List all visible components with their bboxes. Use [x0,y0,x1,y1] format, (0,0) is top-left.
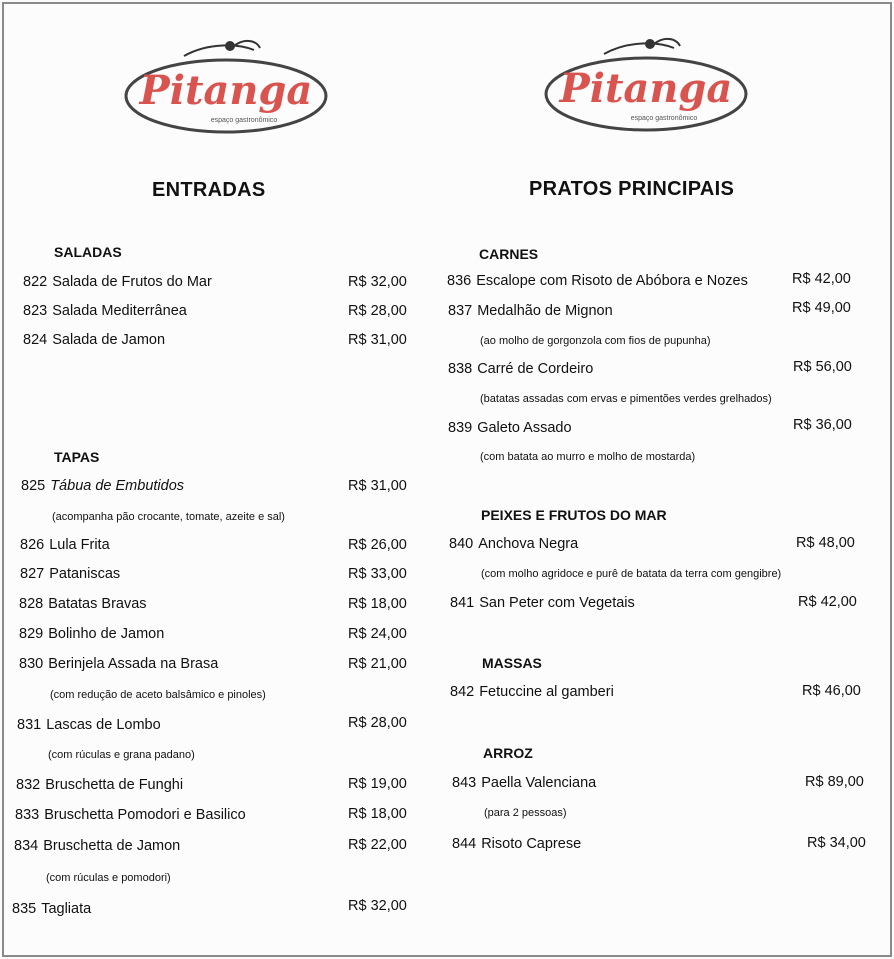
item-note: (com rúculas e pomodori) [46,872,171,884]
menu-item-828 [19,596,147,612]
item-name: Bolinho de Jamon [48,626,165,642]
item-name: Salada Mediterrânea [52,303,187,319]
item-note: (ao molho de gorgonzola com fios de pupunha) [480,335,711,347]
item-price: R$ 31,00 [348,332,407,348]
item-price: R$ 42,00 [798,594,857,610]
item-code: 837 [448,303,473,319]
item-name: Carré de Cordeiro [477,361,594,377]
item-price: R$ 48,00 [796,535,855,551]
massas-heading: MASSAS [482,655,542,671]
item-name: Bruschetta de Funghi [45,777,184,793]
item-note: (para 2 pessoas) [484,807,567,819]
item-note: (com rúculas e grana padano) [48,749,195,761]
item-name: Paella Valenciana [481,775,597,791]
menu-item-830 [19,656,218,672]
pitanga-logo [534,32,754,142]
tapas-heading: TAPAS [54,449,100,465]
item-note: (com molho agridoce e purê de batata da terra com gengibre) [481,568,782,580]
item-price: R$ 46,00 [802,683,861,699]
item-code: 832 [16,777,41,793]
item-note: (batatas assadas com ervas e pimentões verdes grelhados) [480,393,772,405]
item-code: 822 [23,274,48,290]
item-name: Berinjela Assada na Brasa [48,656,219,672]
item-price: R$ 34,00 [807,835,866,851]
item-price: R$ 49,00 [792,300,851,316]
pratos-principais-title: PRATOS PRINCIPAIS [529,178,735,200]
item-price: R$ 22,00 [348,837,407,853]
item-code: 842 [450,684,475,700]
item-code: 825 [21,478,46,494]
item-note: (acompanha pão crocante, tomate, azeite e sal) [52,511,285,523]
item-name: Lula Frita [49,537,110,553]
saladas-heading: SALADAS [54,244,122,260]
item-price: R$ 32,00 [348,898,407,914]
item-code: 836 [447,273,472,289]
item-name: Bruschetta Pomodori e Basilico [44,807,246,823]
item-code: 838 [448,361,473,377]
item-name: Bruschetta de Jamon [43,838,181,854]
svg-text:Pitanga: Pitanga [139,67,313,114]
item-code: 827 [20,566,45,582]
item-price: R$ 26,00 [348,537,407,553]
item-code: 823 [23,303,48,319]
item-note: (com batata ao murro e molho de mostarda) [480,451,696,463]
item-name: Fetuccine al gamberi [479,684,614,700]
menu-item-838 [448,361,593,377]
menu-item-832 [16,777,183,793]
item-code: 835 [12,901,37,917]
menu-item-839 [448,420,572,436]
item-code: 841 [450,595,475,611]
entradas-title: ENTRADAS [152,179,266,201]
item-name: Anchova Negra [478,536,579,552]
svg-text:Pitanga: Pitanga [559,65,733,112]
menu-item-829 [19,626,164,642]
item-price: R$ 21,00 [348,656,407,672]
pitanga-logo [114,34,334,144]
menu-item-842 [450,684,614,700]
menu-item-833 [15,807,246,823]
item-price: R$ 42,00 [792,271,851,287]
menu-item-824 [23,332,165,348]
menu-item-843 [452,775,596,791]
item-code: 833 [15,807,40,823]
item-name: Tábua de Embutidos [50,478,185,494]
svg-text:espaço gastronômico: espaço gastronômico [210,117,278,124]
item-code: 844 [452,836,477,852]
arroz-heading: ARROZ [483,745,533,761]
item-name: Medalhão de Mignon [477,303,613,319]
menu-page [2,2,892,957]
item-name: Escalope com Risoto de Abóbora e Nozes [476,273,748,289]
item-price: R$ 18,00 [348,806,407,822]
menu-item-827 [20,566,120,582]
item-price: R$ 28,00 [348,715,407,731]
item-name: Salada de Jamon [52,332,166,348]
item-name: Lascas de Lombo [46,717,161,733]
item-name: San Peter com Vegetais [479,595,635,611]
menu-item-822 [23,274,212,290]
item-price: R$ 31,00 [348,478,407,494]
item-code: 830 [19,656,44,672]
item-name: Batatas Bravas [48,596,147,612]
item-code: 829 [19,626,44,642]
item-code: 840 [449,536,474,552]
menu-item-826 [20,537,110,553]
menu-item-840 [449,536,578,552]
item-price: R$ 19,00 [348,776,407,792]
item-note: (com redução de aceto balsâmico e pinoles) [50,689,266,701]
menu-item-836 [447,273,748,289]
item-name: Risoto Caprese [481,836,582,852]
item-code: 834 [14,838,39,854]
menu-item-835 [12,901,91,917]
item-price: R$ 18,00 [348,596,407,612]
svg-text:espaço gastronômico: espaço gastronômico [630,115,698,122]
item-price: R$ 89,00 [805,774,864,790]
item-price: R$ 33,00 [348,566,407,582]
item-code: 831 [17,717,42,733]
carnes-heading: CARNES [479,246,539,262]
menu-item-825 [21,478,184,494]
item-code: 839 [448,420,473,436]
menu-item-831 [17,717,161,733]
item-price: R$ 32,00 [348,274,407,290]
item-price: R$ 28,00 [348,303,407,319]
item-name: Pataniscas [49,566,121,582]
menu-item-841 [450,595,635,611]
item-name: Tagliata [41,901,92,917]
item-price: R$ 24,00 [348,626,407,642]
menu-item-834 [14,838,180,854]
menu-item-823 [23,303,187,319]
item-code: 828 [19,596,44,612]
item-code: 824 [23,332,48,348]
item-price: R$ 56,00 [793,359,852,375]
item-name: Galeto Assado [477,420,572,436]
peixes-heading: PEIXES E FRUTOS DO MAR [481,507,667,523]
item-code: 826 [20,537,45,553]
menu-item-837 [448,303,613,319]
item-code: 843 [452,775,477,791]
item-price: R$ 36,00 [793,417,852,433]
item-name: Salada de Frutos do Mar [52,274,212,290]
menu-item-844 [452,836,581,852]
